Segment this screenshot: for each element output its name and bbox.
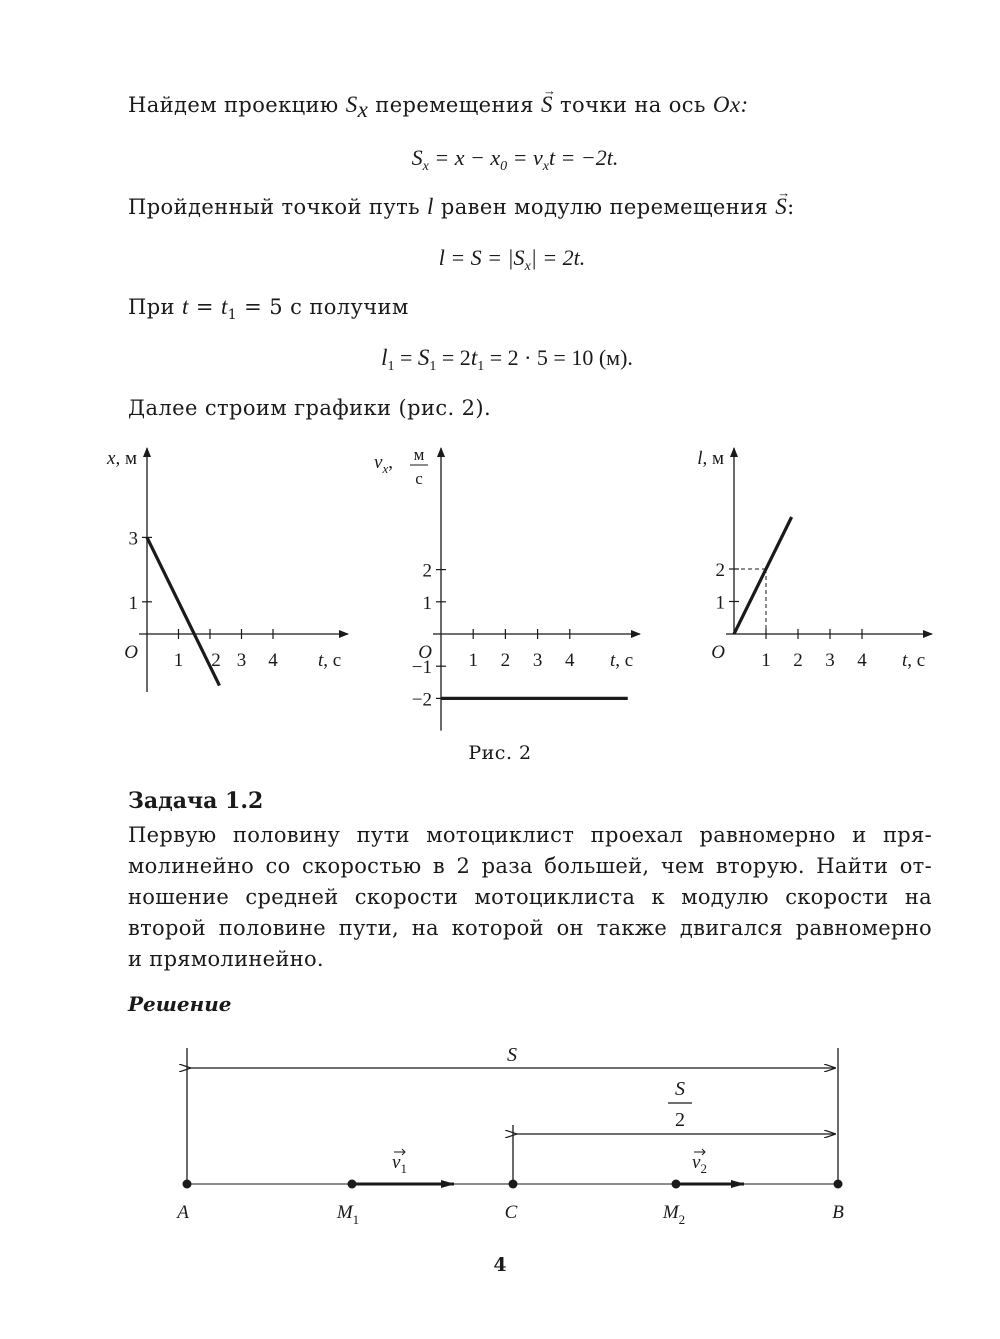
task-line: молинейно со скоростью в 2 раза большей, чем вторую. Найти от- (128, 854, 932, 878)
origin-label: O (124, 642, 138, 663)
x-tick-label: 4 (565, 650, 575, 671)
task-line: второй половине пути, на которой он также двигался равномерно (128, 916, 932, 940)
chart-l-vs-t (697, 448, 932, 671)
x-tick-label: 2 (793, 650, 803, 671)
x-tick-label: 2 (500, 650, 511, 671)
task-line: и прямолинейно. (128, 947, 324, 971)
point-M2 (672, 1180, 681, 1189)
y-axis-label: $v_x$, (374, 452, 393, 476)
y-tick-label: 1 (715, 592, 725, 614)
y-unit-numerator: м (413, 445, 425, 464)
x-tick-label: 3 (825, 650, 835, 671)
label-C: C (504, 1202, 518, 1223)
figure-caption: Рис. 2 (468, 742, 532, 764)
y-tick-label: 2 (715, 560, 725, 581)
task-line: Первую половину пути мотоциклист проехал равномерно и пря- (128, 823, 932, 847)
y-tick-label: 3 (128, 528, 138, 550)
x-axis-label: t, с (610, 650, 634, 671)
y-tick-label: 2 (422, 560, 432, 582)
vector-S: → S (541, 89, 553, 121)
point-C (509, 1180, 518, 1189)
series-line (734, 517, 792, 634)
equation-result: $l_1 = S_1 = 2t_1 = 2 \cdot 5 = 10$ (м). (381, 345, 633, 374)
y-axis-label: x, м (107, 448, 137, 469)
y-tick-label: 1 (422, 592, 432, 614)
point-B (834, 1180, 843, 1189)
page-number: 4 (493, 1254, 507, 1276)
paragraph-path: Пройденный точкой путь l равен модулю перемещения → S: (128, 191, 928, 223)
x-tick-label: 3 (236, 650, 247, 671)
origin-label: O (711, 642, 725, 663)
x-tick-label: 1 (173, 650, 184, 671)
x-tick-label: 1 (468, 650, 478, 671)
label-A: A (177, 1202, 189, 1223)
x-tick-label: 1 (761, 650, 771, 671)
point-A (183, 1180, 192, 1189)
task-title: Задача 1.2 (128, 788, 264, 814)
y-tick-label: −1 (411, 657, 432, 679)
chart-vx-vs-t (374, 445, 640, 731)
paragraph-graphs: Далее строим графики (рис. 2). (128, 396, 492, 420)
label-M1: $M_1$ (336, 1202, 360, 1227)
segment-diagram (0, 1040, 1000, 1240)
velocity-v2-label: $v_2$ (692, 1152, 707, 1176)
vector-S: → S (775, 191, 787, 223)
point-M1 (348, 1180, 357, 1189)
task-text (128, 820, 932, 975)
velocity-v1-label: $v_1$ (392, 1152, 407, 1176)
paragraph-projection: Найдем проекцию $S_x$ перемещения → S точки на ось Ox: (128, 89, 928, 129)
half-denominator: 2 (675, 1109, 685, 1131)
y-tick-label: −2 (411, 689, 432, 711)
x-axis-label: t, с (318, 650, 342, 671)
x-tick-label: 2 (211, 650, 221, 671)
half-numerator: S (675, 1078, 685, 1100)
task-line: ношение средней скорости мотоциклиста к модулю скорости на (128, 885, 932, 909)
solution-label: Решение (128, 992, 232, 1016)
dimension-S-label: S (507, 1044, 517, 1066)
symbol-S: S (345, 92, 358, 117)
figure-graphs (0, 430, 1000, 770)
y-tick-label: 1 (128, 592, 138, 614)
axis-Ox: Ox: (712, 92, 749, 117)
chart-x-vs-t (106, 448, 348, 692)
y-unit-denominator: с (415, 469, 423, 488)
x-tick-label: 4 (268, 650, 278, 671)
x-tick-label: 3 (532, 650, 543, 671)
equation-path: $l = S = |S_x| = 2t$. (438, 245, 586, 274)
y-axis-label: l, м (697, 448, 724, 469)
label-B: B (832, 1202, 844, 1223)
paragraph-at-t1: При $t = t_1 = 5$ с получим (128, 294, 409, 323)
label-M2: $M_2$ (662, 1202, 686, 1227)
x-tick-label: 4 (857, 650, 867, 671)
equation-displacement: $S_x = x - x_0 = v_xt = -2t$. (411, 145, 619, 174)
origin-label: O (418, 642, 432, 663)
x-axis-label: t, с (902, 650, 926, 671)
